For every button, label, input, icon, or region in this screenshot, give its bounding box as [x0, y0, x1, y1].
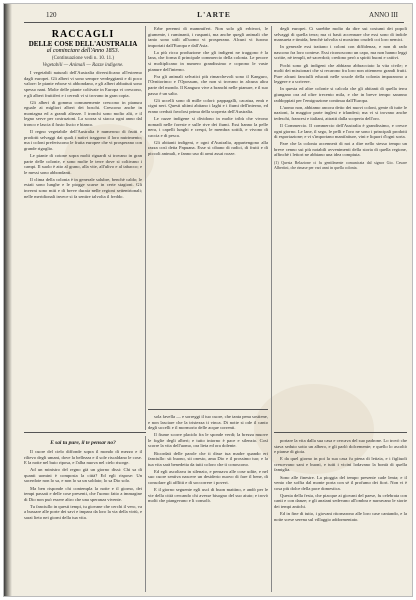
story-column-1	[24, 438, 142, 588]
column-rule	[271, 26, 272, 430]
paragraph: La più ricca produzione che gli indigeni ne traggono è la lana, che forma il principale commercio della colonia. Le pecore si moltiplicano in numero grandissimo e coprono le vaste pianure dell'interno.	[148, 49, 268, 72]
paragraph: Fra gli animali selvatici più rimarchevoli sono il Kanguro, l'Ornitorinco e l'Opossum, che non si trovano in alcuna altra parte del mondo. Il Kanguro vive a branchi nelle pianure, e il suo passo è un salto.	[148, 73, 268, 96]
section-rule	[24, 432, 146, 433]
paragraph: Gli uccelli sono di mille colori: pappagalli, cacatua, emù e cigni neri. Questi ultimi abitano i laghi e i fiumi dell'interno, ed erano creduti favolosi prima della scoperta dell'Australia.	[148, 97, 268, 114]
paragraph: Gli abitanti indigeni, e ogni d'Australia, appartengono alla razza così detta Papuana. Esse si cibano di radici, di frutti e di piccoli animali, e fanno uso di armi assai rozze.	[148, 139, 268, 156]
page-binding-shadow	[4, 4, 12, 596]
paragraph: Ricordati delle parole che ti disse tua madre quando eri fanciullo: sii buono, sii onesto, ama Dio e il prossimo tuo; e la tua vita sarà benedetta da tutti coloro che ti conoscono.	[148, 450, 268, 467]
article-title-sub: DELLE COSE DELL'AUSTRALIA	[28, 39, 138, 48]
article-title	[24, 30, 142, 54]
paragraph: E il giorno seguente egli uscì di buon mattino, e andò per le vie della città cercando chi avesse bisogno del suo aiuto; e trovò molti che piangevano e li consolò.	[148, 487, 268, 504]
page-number: 120	[46, 11, 57, 19]
paragraph: sola favella — e sorreggi il tuo cuore, che tanta pena sostiene, e non lasciare che la tristezza ti vinca. Di notte si ode il canto degli uccelli e il mormorio delle acque correnti.	[148, 414, 268, 431]
paragraph: Ed in fine di tutto, i giovani ritornarono alle loro case cantando, e la notte scese serena sul villaggio addormentato.	[274, 511, 407, 522]
paragraph: Il cuore del cielo diffonde sopra il mondo di mezzo e il rilievo degli umani, dove la bellezza e il sole riscaldano le cose. E la notte nel buio riposa, e l'alba nuova nel cielo risorge.	[24, 449, 142, 466]
article-column-3	[274, 26, 407, 428]
paragraph: Tu fanciullo in questi tempi, tu giovane che cerchi il vero, va a bussare alle porte dei savi e impara da loro la via della virtù, e sarai lieto nei giorni della tua vita.	[24, 503, 142, 521]
journal-title: L'ARTE	[197, 10, 231, 19]
article-column-2	[148, 26, 268, 406]
story-column-2	[148, 414, 268, 588]
paragraph: Il Commercio. Il commercio dell'Australia è grandissimo, e cresce ogni giorno. Le lane, il sego, le pelli e l'oro ne sono i principali prodotti di esportazione; e vi s'importano manifatture, vini e liquori d'ogni sorta.	[274, 123, 407, 140]
story-heading: E sai tu pure, il te pensar no?	[50, 440, 116, 446]
paragraph: Ma ben risponde chi contempla la notte e il giorno, dei tempi passati e delle cose presenti, che l'uomo fatto a immagine di Dio non può essere altro che una speranza vivente.	[24, 485, 142, 502]
paragraph: I vegetabili naturali dell'Australia diversificano all'estremo dagli europei. Gli alberi vi sono sempre verdeggianti e di poco valore: le piante erbose vi abbondano, e gli alberi abbattuti sono spesso nani. Molte delle piante coltivate in Europa vi crescono, e gli alberi fruttiferi e i cereali vi si trovano in gran copia.	[24, 70, 142, 98]
article-title-date: al cominciare dell'Anno 1853.	[46, 47, 120, 54]
paragraph: Il clima della colonia è in generale salubre, benchè caldo; le estati sono lunghe e le piogge scarse in certe stagioni. Gli inverni sono miti e di breve durata nelle regioni settentrionali; nelle meridionali invece si fa sentire talvolta il freddo.	[24, 176, 142, 199]
section-rule	[274, 432, 407, 433]
newspaper-page	[3, 3, 413, 597]
column-rule	[145, 436, 146, 592]
footnote: (1) Questa Relazione ci fu gentilmente comunicata dal signor Gio. Cesare Albertini, che rimase per vari anni in quella colonia.	[274, 160, 407, 171]
paragraph: Il fiume scorre placido fra le sponde verdi; la brezza muove le foglie degli alberi; e tutto intorno è pace e silenzio. Così scorre la vita dell'uomo, ora lieta ed ora dolente.	[148, 432, 268, 449]
paragraph: Pochi sono gli indigeni che abbiano abbracciato la vita civile; e molti dei missionari che si recarono fra loro non ottennero grandi frutti. Pure alcuni fanciulli educati nelle scuole della colonia impararono a leggere e a scrivere.	[274, 62, 407, 85]
story-column-3	[274, 438, 407, 588]
paragraph: In questa ed altre colonie si calcola che gli abitanti di quella terra giungano ora ad oltre trecento mila, e che in breve tempo saranno raddoppiati per l'emigrazione continua dall'Europa.	[274, 86, 407, 103]
paragraph: In generale essi trattano i coloni con diffidenza, e non di rado nascono fra loro contese. Essi riconoscono un capo, ma non hanno leggi scritte, nè templi, nè sacerdoti; credono però a spiriti buoni e cattivi.	[274, 44, 407, 61]
continuation-note: (Continuazione vedi n. 10. 11.)	[51, 56, 115, 62]
year-label: ANNO III	[369, 11, 398, 19]
section-title: Vegetabili — Animali — Razze indigene.	[42, 63, 124, 69]
article-column-1	[24, 26, 142, 426]
article-title-main: RACCAGLI	[51, 29, 115, 40]
paragraph: E da quel giorno in poi la sua casa fu piena di letizia, e i figliuoli crescevano sani e buoni, e tutti i vicini lodavano la bontà di quella famiglia.	[274, 456, 407, 473]
column-rule	[271, 414, 272, 592]
paragraph: portare la vita dalla sua casa e cercava del suo padrone. Lo trovò che stava seduto sotto un albero, e gli parlò dolcemente; e quello lo ascoltò e pianse di gioia.	[274, 438, 407, 455]
paragraph: L'uomo non, abbiamo ancora detto dei nuovi coloni, gente di tutte le nazioni, la maggior parte inglesi e irlandesi; ma vi si trovano anche tedeschi, francesi e italiani, attratti dalla scoperta dell'oro.	[274, 104, 407, 121]
paragraph: Gli alberi di gomma comunemente crescono in pianura eguale ai migliori alberi dei boschi. Crescono anche in montagna ed a grandi altezze. I tronchi sono molto alti, e il legno serve per costruzioni. La scorza si stacca ogni anno dal tronco e lascia il fusto liscio e bianco.	[24, 99, 142, 127]
page-header	[24, 10, 404, 23]
paragraph: Ed egli ascoltava in silenzio, e pensava alle cose udite, e nel suo cuore sentiva nascere un desiderio nuovo di fare il bene, di consolare gli afflitti e di soccorrere i poveri.	[148, 468, 268, 486]
paragraph: Pare che la colonia accennerà di noi a dire nello stesso tempo un breve cenno sui più notabili avvenimenti della storia di quella regione, affinchè i lettori ne abbiano una idea compiuta.	[274, 141, 407, 158]
paragraph: degli europei. Ci sarebbe molto da dire sui costumi dei popoli selvaggi di quella terra; ma ci basti accennare che essi sono di indole mansueta e timida, benchè talvolta si mostrino crudeli coi loro nemici.	[274, 26, 407, 43]
paragraph: Ad un ministro del regno già un giorno dissi: Chi sa di quanti uomini è composta la città? Ed egli rispose: Un sacerdote non lo sa, e non lo sa un soldato; lo sa Dio solo.	[24, 467, 142, 484]
paragraph: Le razze indigene si dividono in molte tribù che vivono nomadi nelle foreste e sulle rive dei fiumi. Essi hanno la pelle nera, i capelli lunghi e crespi, le membra sottili, e vivono di caccia e di pesca.	[148, 115, 268, 138]
column-rule	[145, 26, 146, 430]
paragraph: Erbe perenni di mammiferi. Non solo gli erbivori, le giumente, i ruminanti, i ruspanti, ma anche quegli animali che tanto sono utili all'uomo vi prosperano. Alcuni vi furono importati dall'Europa e dall'Asia.	[148, 26, 268, 48]
paragraph: Questa della festa, che piacque ai giovani del paese, fu celebrata con canti e con danze; e gli anziani sedevano all'ombra e narravano le storie dei tempi antichi.	[274, 492, 407, 510]
section-rule	[148, 409, 268, 410]
paragraph: Le piante di cotone sopra molti riguardi si trovano in gran parte delle colonie, e sono molte le terre dove si coltivano i campi. Il suolo è atto al grano, alla vite, all'ulivo e al tabacco; e le messi sono abbondanti.	[24, 152, 142, 175]
paragraph: Sono alle finestre. La pioggia del tempo presente cade lenta; e il vento che soffia dal monte porta con sè il profumo dei fiori. Non vi è cosa più dolce della pace domestica.	[274, 474, 407, 491]
paragraph: Il regno vegetabile dell'Australia è numeroso di frutti e prodotti selvaggi dai quali i nativi traggono il loro nutrimento; ma i coloni preferiscono le frutta europee che vi prosperano con grande rigoglio.	[24, 129, 142, 151]
